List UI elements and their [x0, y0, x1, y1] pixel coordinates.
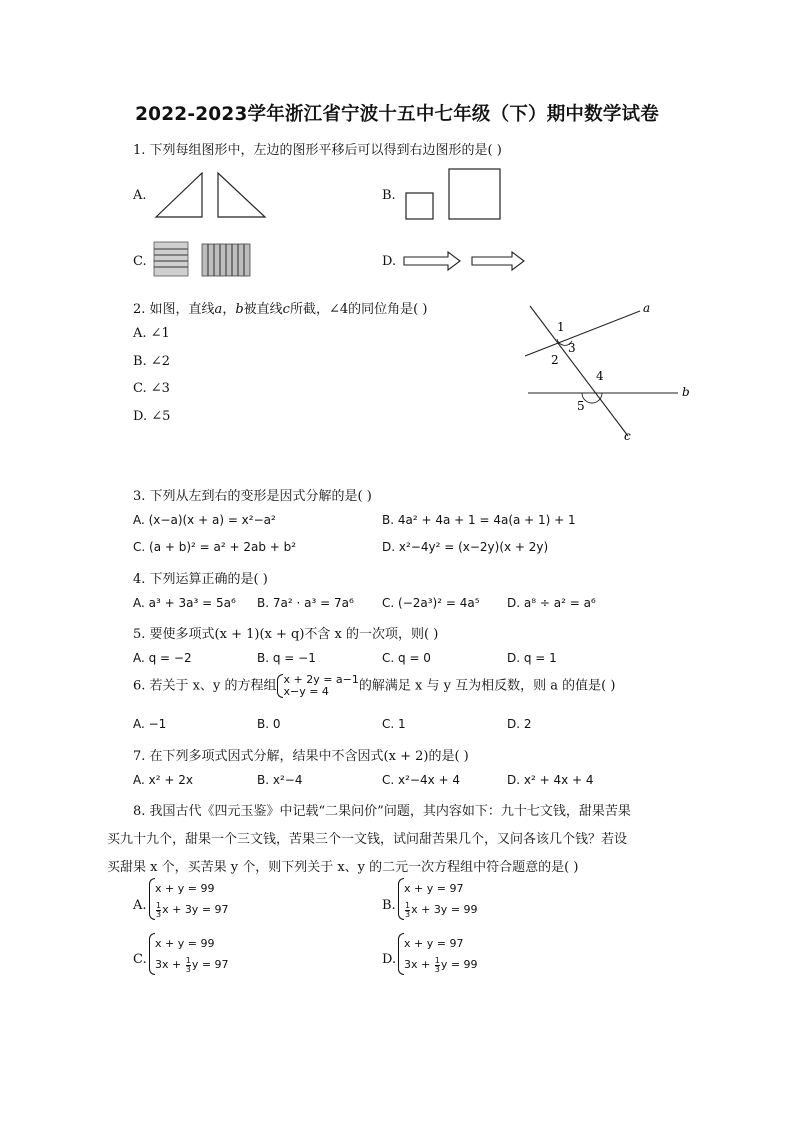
q8-label-b: B. — [382, 898, 396, 913]
angle-2: 2 — [551, 353, 559, 367]
q7-option-c: C. x²−4x + 4 — [382, 773, 461, 787]
q1-label-b: B. — [382, 188, 396, 203]
question-6-stem: 6. 若关于 x、y 的方程组 x + 2y = a−1 x−y = 4 的解满足 x 与 y 互为相反数，则 a 的值是( ) — [133, 673, 616, 698]
angle-1: 1 — [557, 320, 565, 334]
q6-option-c: C. 1 — [382, 717, 406, 731]
q1-b-squares — [400, 166, 510, 224]
q2-option-d: D. ∠5 — [133, 409, 171, 424]
q8-label-d: D. — [382, 952, 397, 967]
q3-option-d: D. x²−4y² = (x−2y)(x + 2y) — [382, 540, 549, 554]
q4-option-b: B. 7a² · a³ = 7a⁶ — [257, 596, 354, 610]
q1-a-triangles — [150, 172, 280, 222]
q1-d-arrows — [400, 248, 530, 272]
q5-option-c: C. q = 0 — [382, 651, 431, 665]
question-4-stem: 4. 下列运算正确的是( ) — [133, 572, 268, 587]
q1-label-d: D. — [382, 254, 397, 269]
label-c: c — [624, 429, 631, 443]
label-a: a — [643, 301, 651, 315]
q8-option-b: x + y = 97 $\frac{1}{3}$ x + 3y = 99 — [397, 878, 478, 920]
q4-option-a: A. a³ + 3a³ = 5a⁶ — [133, 596, 236, 610]
angle-3: 3 — [568, 341, 576, 355]
q2-option-a: A. ∠1 — [133, 326, 170, 341]
q2-transversal-figure — [520, 296, 695, 446]
q6-option-d: D. 2 — [507, 717, 532, 731]
page-title: 2022-2023学年浙江省宁波十五中七年级（下）期中数学试卷 — [135, 104, 659, 125]
label-b: b — [682, 385, 690, 399]
question-1-stem: 1. 下列每组图形中，左边的图形平移后可以得到右边图形的是( ) — [133, 143, 502, 158]
q8-option-d: x + y = 97 3x + $\frac{1}{3}$ y = 99 — [397, 933, 478, 975]
q6-option-b: B. 0 — [257, 717, 281, 731]
angle-5: 5 — [577, 399, 585, 413]
q5-option-a: A. q = −2 — [133, 651, 192, 665]
q8-label-c: C. — [133, 952, 147, 967]
angle-4: 4 — [596, 369, 604, 383]
q3-option-b: B. 4a² + 4a + 1 = 4a(a + 1) + 1 — [382, 513, 576, 527]
q2-option-b: B. ∠2 — [133, 354, 170, 369]
q4-option-c: C. (−2a³)² = 4a⁵ — [382, 596, 480, 610]
q7-option-d: D. x² + 4x + 4 — [507, 773, 594, 787]
question-2-stem: 2. 如图，直线a，b被直线c所截，∠4的同位角是( ) — [133, 302, 428, 317]
q1-label-c: C. — [133, 254, 147, 269]
question-8-line-1: 8. 我国古代《四元玉鉴》中记载“二果问价”问题，其内容如下：九十七文钱，甜果苦果 — [133, 804, 631, 819]
q6-equation-system: x + 2y = a−1 x−y = 4 — [276, 674, 358, 698]
q2-option-c: C. ∠3 — [133, 381, 170, 396]
question-7-stem: 7. 在下列多项式因式分解，结果中不含因式(x + 2)的是( ) — [133, 749, 469, 764]
q1-c-patterned-squares — [152, 236, 262, 280]
q7-option-a: A. x² + 2x — [133, 773, 193, 787]
q6-option-a: A. −1 — [133, 717, 167, 731]
q4-option-d: D. a⁸ ÷ a² = a⁶ — [507, 596, 596, 610]
q3-option-a: A. (x−a)(x + a) = x²−a² — [133, 513, 276, 527]
line-a — [525, 311, 640, 356]
q8-label-a: A. — [133, 898, 147, 913]
question-5-stem: 5. 要使多项式(x + 1)(x + q)不含 x 的一次项，则( ) — [133, 627, 439, 642]
q7-option-b: B. x²−4 — [257, 773, 303, 787]
q8-option-a: x + y = 99 $\frac{1}{3}$ x + 3y = 97 — [148, 878, 229, 920]
q8-option-c: x + y = 99 3x + $\frac{1}{3}$ y = 97 — [148, 933, 229, 975]
question-3-stem: 3. 下列从左到右的变形是因式分解的是( ) — [133, 489, 372, 504]
q5-option-b: B. q = −1 — [257, 651, 316, 665]
q3-option-c: C. (a + b)² = a² + 2ab + b² — [133, 540, 297, 554]
line-c — [530, 306, 628, 436]
q5-option-d: D. q = 1 — [507, 651, 557, 665]
q1-label-a: A. — [133, 188, 147, 203]
question-8-line-3: 买甜果 x 个，买苦果 y 个，则下列关于 x、y 的二元一次方程组中符合题意的是( ) — [107, 860, 579, 875]
question-8-line-2: 买九十九个，甜果一个三文钱，苦果三个一文钱，试问甜苦果几个，又问各该几个钱？若设 — [107, 832, 628, 847]
